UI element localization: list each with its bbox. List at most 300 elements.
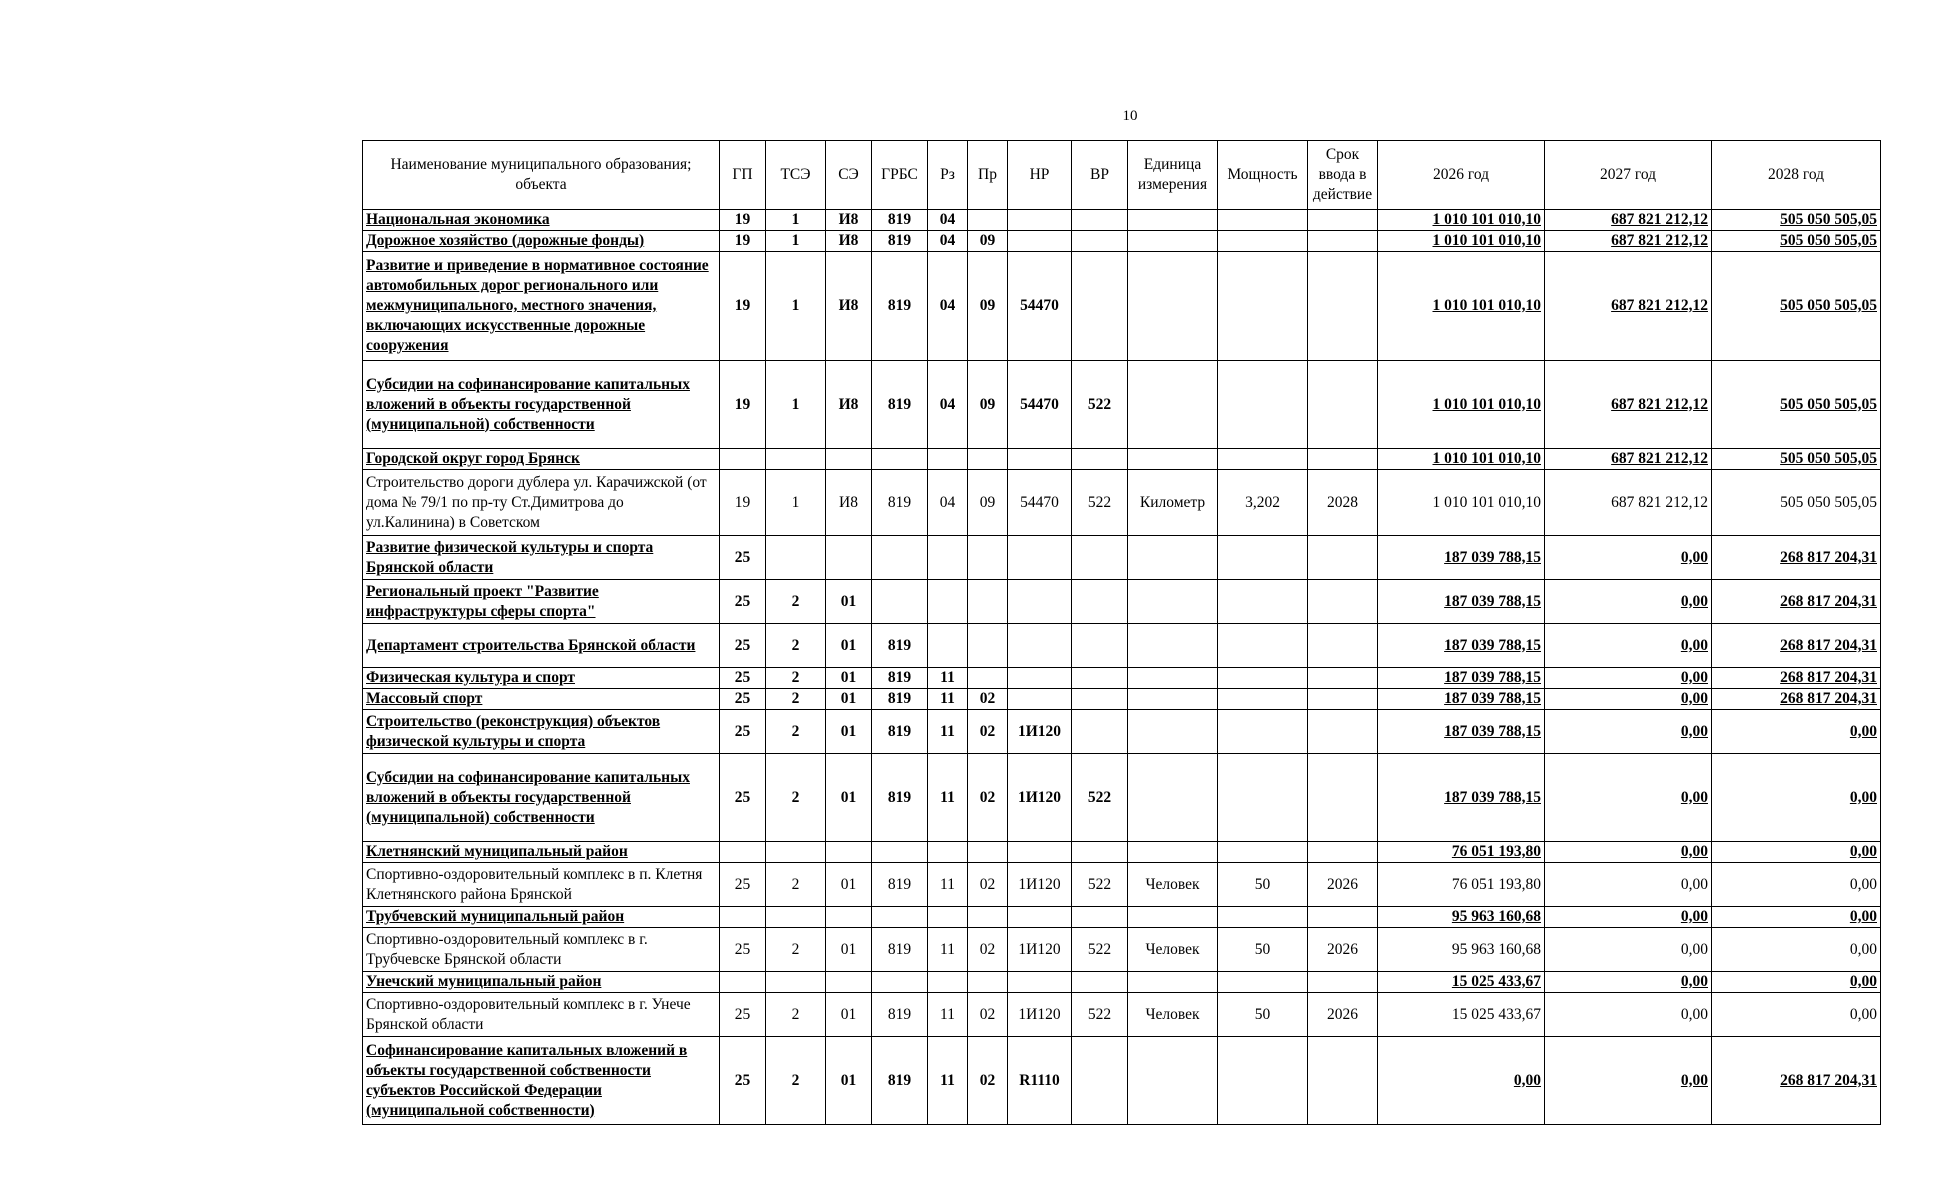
cell-tse: 2 [766, 689, 826, 710]
table-header-row [363, 141, 1881, 210]
cell-gp: 19 [720, 470, 766, 536]
cell-gp: 19 [720, 231, 766, 252]
cell-grbs: 819 [872, 361, 928, 449]
cell-nr: R1110 [1008, 1037, 1072, 1125]
cell-tse: 2 [766, 754, 826, 842]
cell-gp: 25 [720, 928, 766, 972]
cell-capacity [1218, 842, 1308, 863]
row-name: Городской округ город Брянск [363, 449, 720, 470]
cell-nr: 1И120 [1008, 754, 1072, 842]
cell-2026: 1 010 101 010,10 [1378, 252, 1545, 361]
cell-se: И8 [826, 252, 872, 361]
cell-commission [1308, 449, 1378, 470]
cell-2027: 0,00 [1545, 842, 1712, 863]
cell-gp: 25 [720, 754, 766, 842]
row-name: Субсидии на софинансирование капитальных вложений в объекты государственной (муниципальной) собственности [363, 361, 720, 449]
cell-grbs: 819 [872, 210, 928, 231]
table-row [363, 993, 1881, 1037]
cell-gp: 25 [720, 624, 766, 668]
row-name: Департамент строительства Брянской области [363, 624, 720, 668]
cell-tse: 2 [766, 863, 826, 907]
cell-se: 01 [826, 1037, 872, 1125]
cell-2026: 187 039 788,15 [1378, 624, 1545, 668]
cell-se: И8 [826, 470, 872, 536]
cell-se: 01 [826, 710, 872, 754]
cell-nr: 1И120 [1008, 993, 1072, 1037]
cell-pr: 02 [968, 928, 1008, 972]
row-name: Спортивно-оздоровительный комплекс в п. Клетня Клетнянского района Брянской [363, 863, 720, 907]
cell-2028: 0,00 [1712, 754, 1881, 842]
cell-commission [1308, 754, 1378, 842]
cell-gp [720, 907, 766, 928]
cell-2028: 0,00 [1712, 710, 1881, 754]
cell-capacity [1218, 1037, 1308, 1125]
cell-se: И8 [826, 210, 872, 231]
cell-gp: 19 [720, 361, 766, 449]
cell-nr [1008, 972, 1072, 993]
cell-unit [1128, 842, 1218, 863]
cell-commission [1308, 361, 1378, 449]
table-row [363, 972, 1881, 993]
cell-2027: 0,00 [1545, 972, 1712, 993]
cell-commission [1308, 624, 1378, 668]
cell-capacity [1218, 580, 1308, 624]
cell-pr [968, 449, 1008, 470]
cell-2027: 0,00 [1545, 580, 1712, 624]
cell-se [826, 842, 872, 863]
cell-2027: 0,00 [1545, 993, 1712, 1037]
cell-commission [1308, 668, 1378, 689]
col-header-unit: Единица измерения [1128, 141, 1218, 210]
cell-grbs: 819 [872, 863, 928, 907]
cell-capacity [1218, 449, 1308, 470]
cell-2027: 687 821 212,12 [1545, 231, 1712, 252]
cell-2026: 1 010 101 010,10 [1378, 210, 1545, 231]
cell-rz: 04 [928, 252, 968, 361]
cell-2026: 15 025 433,67 [1378, 972, 1545, 993]
cell-rz: 11 [928, 863, 968, 907]
cell-pr [968, 907, 1008, 928]
cell-capacity [1218, 972, 1308, 993]
table-row [363, 689, 1881, 710]
cell-vr [1072, 210, 1128, 231]
cell-nr: 1И120 [1008, 863, 1072, 907]
cell-gp: 25 [720, 863, 766, 907]
row-name: Строительство дороги дублера ул. Карачижской (от дома № 79/1 по пр-ту Ст.Димитрова до ул.Калинина) в Советском [363, 470, 720, 536]
cell-se: 01 [826, 580, 872, 624]
cell-vr [1072, 1037, 1128, 1125]
table-row [363, 863, 1881, 907]
cell-pr [968, 210, 1008, 231]
cell-grbs: 819 [872, 231, 928, 252]
cell-2027: 0,00 [1545, 754, 1712, 842]
row-name: Национальная экономика [363, 210, 720, 231]
cell-rz: 04 [928, 470, 968, 536]
cell-vr: 522 [1072, 470, 1128, 536]
cell-tse: 2 [766, 624, 826, 668]
cell-pr: 09 [968, 361, 1008, 449]
cell-se [826, 972, 872, 993]
cell-2027: 0,00 [1545, 928, 1712, 972]
cell-rz: 11 [928, 993, 968, 1037]
cell-tse [766, 536, 826, 580]
cell-unit: Человек [1128, 863, 1218, 907]
cell-nr [1008, 624, 1072, 668]
cell-2028: 505 050 505,05 [1712, 470, 1881, 536]
cell-rz: 11 [928, 668, 968, 689]
cell-commission: 2026 [1308, 993, 1378, 1037]
cell-capacity [1218, 668, 1308, 689]
cell-grbs [872, 536, 928, 580]
cell-rz [928, 580, 968, 624]
cell-2026: 187 039 788,15 [1378, 754, 1545, 842]
cell-grbs: 819 [872, 710, 928, 754]
cell-commission [1308, 210, 1378, 231]
cell-gp: 25 [720, 536, 766, 580]
cell-unit: Человек [1128, 993, 1218, 1037]
cell-2028: 268 817 204,31 [1712, 1037, 1881, 1125]
table-row [363, 1037, 1881, 1125]
cell-2028: 505 050 505,05 [1712, 231, 1881, 252]
cell-unit [1128, 1037, 1218, 1125]
cell-nr [1008, 668, 1072, 689]
col-header-name: Наименование муниципального образования; объекта [363, 141, 720, 210]
cell-pr [968, 624, 1008, 668]
cell-grbs: 819 [872, 754, 928, 842]
cell-rz [928, 972, 968, 993]
cell-commission [1308, 580, 1378, 624]
cell-2026: 187 039 788,15 [1378, 689, 1545, 710]
col-header-vr: ВР [1072, 141, 1128, 210]
cell-gp: 25 [720, 689, 766, 710]
cell-2028: 268 817 204,31 [1712, 689, 1881, 710]
cell-2028: 505 050 505,05 [1712, 252, 1881, 361]
cell-nr: 1И120 [1008, 928, 1072, 972]
cell-unit [1128, 907, 1218, 928]
cell-rz [928, 624, 968, 668]
cell-tse: 1 [766, 470, 826, 536]
cell-2027: 0,00 [1545, 689, 1712, 710]
cell-tse: 2 [766, 668, 826, 689]
cell-2026: 1 010 101 010,10 [1378, 449, 1545, 470]
cell-gp [720, 972, 766, 993]
row-name: Софинансирование капитальных вложений в объекты государственной собственности субъектов Российской Федерации (муниципальной собственности) [363, 1037, 720, 1125]
cell-unit [1128, 710, 1218, 754]
cell-unit [1128, 210, 1218, 231]
cell-gp: 19 [720, 252, 766, 361]
cell-grbs [872, 449, 928, 470]
cell-2028: 268 817 204,31 [1712, 536, 1881, 580]
cell-2028: 0,00 [1712, 993, 1881, 1037]
row-name: Субсидии на софинансирование капитальных вложений в объекты государственной (муниципальной) собственности [363, 754, 720, 842]
cell-unit [1128, 580, 1218, 624]
table-row [363, 928, 1881, 972]
cell-2027: 687 821 212,12 [1545, 361, 1712, 449]
cell-2027: 687 821 212,12 [1545, 210, 1712, 231]
cell-commission [1308, 252, 1378, 361]
col-header-2027: 2027 год [1545, 141, 1712, 210]
cell-vr: 522 [1072, 928, 1128, 972]
cell-capacity [1218, 361, 1308, 449]
cell-unit [1128, 668, 1218, 689]
cell-rz [928, 842, 968, 863]
cell-commission: 2026 [1308, 928, 1378, 972]
cell-vr [1072, 231, 1128, 252]
cell-unit: Километр [1128, 470, 1218, 536]
cell-capacity [1218, 536, 1308, 580]
cell-capacity: 50 [1218, 993, 1308, 1037]
cell-tse: 1 [766, 231, 826, 252]
col-header-tse: ТСЭ [766, 141, 826, 210]
cell-vr [1072, 689, 1128, 710]
cell-grbs: 819 [872, 252, 928, 361]
row-name: Спортивно-оздоровительный комплекс в г. Трубчевске Брянской области [363, 928, 720, 972]
cell-grbs [872, 972, 928, 993]
cell-pr [968, 536, 1008, 580]
cell-grbs: 819 [872, 624, 928, 668]
cell-2028: 0,00 [1712, 972, 1881, 993]
cell-pr [968, 972, 1008, 993]
cell-capacity [1218, 754, 1308, 842]
cell-2026: 187 039 788,15 [1378, 536, 1545, 580]
cell-nr [1008, 689, 1072, 710]
cell-pr: 02 [968, 993, 1008, 1037]
cell-2028: 268 817 204,31 [1712, 668, 1881, 689]
cell-2028: 0,00 [1712, 863, 1881, 907]
cell-2027: 0,00 [1545, 1037, 1712, 1125]
cell-capacity [1218, 710, 1308, 754]
cell-capacity [1218, 624, 1308, 668]
cell-gp: 19 [720, 210, 766, 231]
row-name: Трубчевский муниципальный район [363, 907, 720, 928]
cell-commission [1308, 972, 1378, 993]
cell-pr: 09 [968, 252, 1008, 361]
row-name: Дорожное хозяйство (дорожные фонды) [363, 231, 720, 252]
cell-pr: 09 [968, 231, 1008, 252]
cell-nr: 54470 [1008, 361, 1072, 449]
cell-vr [1072, 536, 1128, 580]
cell-se [826, 907, 872, 928]
row-name: Строительство (реконструкция) объектов физической культуры и спорта [363, 710, 720, 754]
cell-nr [1008, 842, 1072, 863]
table-row [363, 842, 1881, 863]
cell-nr [1008, 580, 1072, 624]
cell-unit [1128, 252, 1218, 361]
cell-2028: 0,00 [1712, 842, 1881, 863]
table-row [363, 449, 1881, 470]
cell-gp: 25 [720, 668, 766, 689]
cell-2028: 268 817 204,31 [1712, 624, 1881, 668]
cell-vr: 522 [1072, 754, 1128, 842]
cell-nr [1008, 210, 1072, 231]
col-header-gp: ГП [720, 141, 766, 210]
cell-vr [1072, 580, 1128, 624]
cell-capacity [1218, 907, 1308, 928]
cell-rz: 11 [928, 754, 968, 842]
table-row [363, 754, 1881, 842]
cell-rz: 04 [928, 361, 968, 449]
cell-2027: 687 821 212,12 [1545, 470, 1712, 536]
table-row [363, 361, 1881, 449]
table-row [363, 624, 1881, 668]
table-row [363, 210, 1881, 231]
cell-vr [1072, 842, 1128, 863]
cell-2028: 0,00 [1712, 907, 1881, 928]
cell-2028: 505 050 505,05 [1712, 210, 1881, 231]
cell-unit [1128, 449, 1218, 470]
page-number: 10 [1122, 108, 1138, 124]
cell-2027: 687 821 212,12 [1545, 252, 1712, 361]
col-header-grbs: ГРБС [872, 141, 928, 210]
cell-tse: 2 [766, 928, 826, 972]
cell-nr [1008, 231, 1072, 252]
cell-nr [1008, 449, 1072, 470]
cell-capacity [1218, 252, 1308, 361]
row-name: Физическая культура и спорт [363, 668, 720, 689]
row-name: Спортивно-оздоровительный комплекс в г. Унече Брянской области [363, 993, 720, 1037]
cell-rz: 11 [928, 1037, 968, 1125]
row-name: Массовый спорт [363, 689, 720, 710]
cell-2026: 76 051 193,80 [1378, 863, 1545, 907]
cell-2026: 187 039 788,15 [1378, 580, 1545, 624]
cell-rz: 11 [928, 689, 968, 710]
cell-tse [766, 449, 826, 470]
cell-commission [1308, 536, 1378, 580]
cell-2027: 0,00 [1545, 536, 1712, 580]
cell-gp [720, 449, 766, 470]
cell-pr: 02 [968, 1037, 1008, 1125]
table-row [363, 536, 1881, 580]
cell-2026: 1 010 101 010,10 [1378, 361, 1545, 449]
cell-grbs: 819 [872, 928, 928, 972]
cell-2026: 95 963 160,68 [1378, 907, 1545, 928]
cell-capacity: 50 [1218, 863, 1308, 907]
cell-se: 01 [826, 993, 872, 1037]
cell-pr: 02 [968, 754, 1008, 842]
cell-se: 01 [826, 689, 872, 710]
table-row [363, 907, 1881, 928]
cell-2028: 268 817 204,31 [1712, 580, 1881, 624]
cell-capacity: 3,202 [1218, 470, 1308, 536]
cell-commission [1308, 710, 1378, 754]
cell-se: И8 [826, 361, 872, 449]
cell-grbs [872, 907, 928, 928]
cell-pr [968, 580, 1008, 624]
cell-se: 01 [826, 928, 872, 972]
table-row [363, 470, 1881, 536]
cell-tse: 1 [766, 252, 826, 361]
cell-tse [766, 907, 826, 928]
cell-grbs [872, 842, 928, 863]
cell-rz: 11 [928, 928, 968, 972]
cell-commission [1308, 689, 1378, 710]
cell-gp: 25 [720, 1037, 766, 1125]
cell-rz [928, 907, 968, 928]
cell-rz: 04 [928, 231, 968, 252]
cell-commission [1308, 231, 1378, 252]
cell-gp [720, 842, 766, 863]
row-name: Унечский муниципальный район [363, 972, 720, 993]
cell-pr: 02 [968, 710, 1008, 754]
cell-2027: 0,00 [1545, 668, 1712, 689]
cell-pr: 02 [968, 689, 1008, 710]
cell-gp: 25 [720, 580, 766, 624]
table-body [363, 210, 1881, 1125]
cell-vr [1072, 668, 1128, 689]
cell-2027: 0,00 [1545, 863, 1712, 907]
cell-grbs: 819 [872, 668, 928, 689]
cell-tse: 2 [766, 1037, 826, 1125]
cell-se: 01 [826, 863, 872, 907]
cell-vr: 522 [1072, 993, 1128, 1037]
col-header-pr: Пр [968, 141, 1008, 210]
col-header-rz: Рз [928, 141, 968, 210]
table-row [363, 710, 1881, 754]
col-header-capacity: Мощность [1218, 141, 1308, 210]
col-header-se: СЭ [826, 141, 872, 210]
cell-2027: 0,00 [1545, 624, 1712, 668]
cell-se: 01 [826, 668, 872, 689]
cell-tse [766, 842, 826, 863]
cell-2026: 1 010 101 010,10 [1378, 470, 1545, 536]
cell-2028: 0,00 [1712, 928, 1881, 972]
cell-rz: 11 [928, 710, 968, 754]
cell-grbs: 819 [872, 470, 928, 536]
cell-nr: 54470 [1008, 470, 1072, 536]
col-header-2028: 2028 год [1712, 141, 1881, 210]
cell-tse: 2 [766, 710, 826, 754]
cell-vr [1072, 252, 1128, 361]
cell-se [826, 536, 872, 580]
cell-grbs: 819 [872, 1037, 928, 1125]
cell-grbs: 819 [872, 689, 928, 710]
row-name: Клетнянский муниципальный район [363, 842, 720, 863]
cell-nr: 1И120 [1008, 710, 1072, 754]
cell-commission [1308, 1037, 1378, 1125]
table-row [363, 252, 1881, 361]
cell-tse: 2 [766, 580, 826, 624]
cell-vr: 522 [1072, 863, 1128, 907]
cell-unit [1128, 624, 1218, 668]
cell-unit [1128, 754, 1218, 842]
cell-capacity [1218, 231, 1308, 252]
budget-table [362, 140, 1881, 1125]
cell-pr [968, 668, 1008, 689]
cell-nr [1008, 536, 1072, 580]
cell-capacity [1218, 210, 1308, 231]
cell-pr: 02 [968, 863, 1008, 907]
row-name: Развитие физической культуры и спорта Брянской области [363, 536, 720, 580]
cell-capacity [1218, 689, 1308, 710]
cell-unit [1128, 972, 1218, 993]
row-name: Развитие и приведение в нормативное состояние автомобильных дорог регионального или межмуниципального, местного значения, включающих искусственные дорожные сооружения [363, 252, 720, 361]
cell-2026: 15 025 433,67 [1378, 993, 1545, 1037]
cell-gp: 25 [720, 993, 766, 1037]
cell-2026: 76 051 193,80 [1378, 842, 1545, 863]
cell-se: 01 [826, 624, 872, 668]
cell-2026: 187 039 788,15 [1378, 668, 1545, 689]
col-header-nr: НР [1008, 141, 1072, 210]
cell-tse: 1 [766, 361, 826, 449]
cell-tse: 1 [766, 210, 826, 231]
cell-nr: 54470 [1008, 252, 1072, 361]
cell-2026: 187 039 788,15 [1378, 710, 1545, 754]
cell-commission: 2026 [1308, 863, 1378, 907]
cell-pr [968, 842, 1008, 863]
cell-vr [1072, 624, 1128, 668]
cell-vr [1072, 449, 1128, 470]
cell-unit [1128, 536, 1218, 580]
